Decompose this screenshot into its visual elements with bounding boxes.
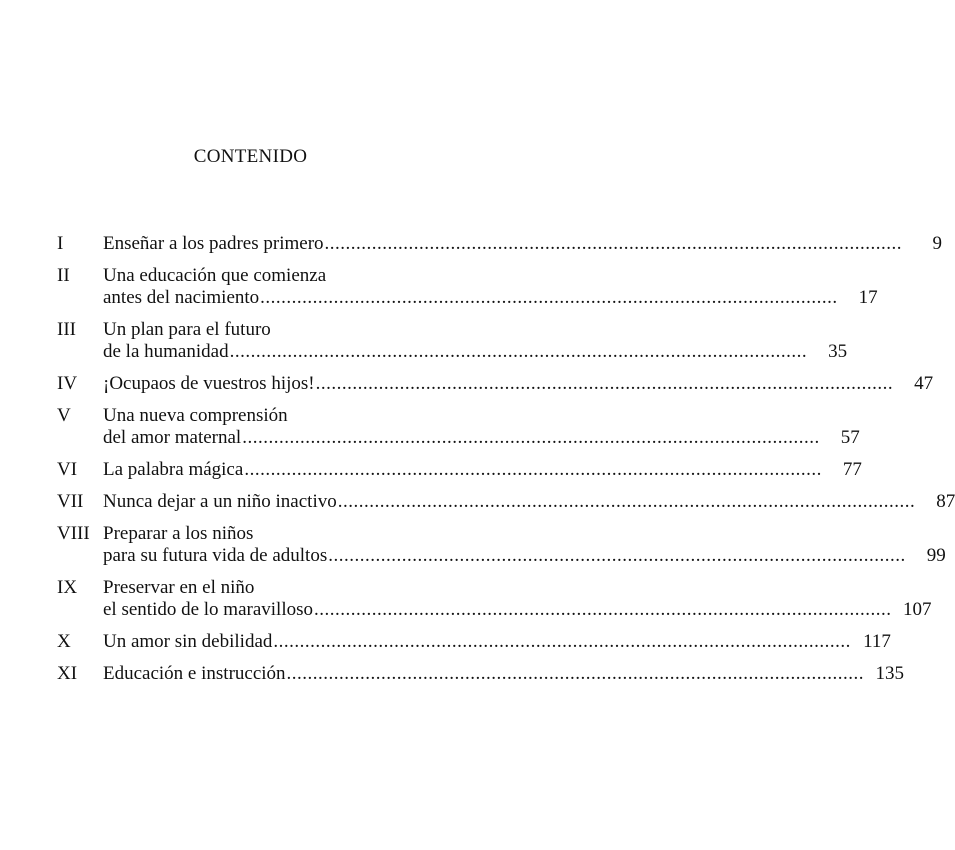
toc-entry: [57, 319, 848, 363]
chapter-title-continuation: del amor maternal: [103, 427, 242, 448]
toc-entry: [57, 523, 946, 567]
toc-entry: [57, 459, 862, 481]
chapter-title: Nunca dejar a un niño inactivo: [103, 491, 337, 512]
chapter-title-continuation: el sentido de lo maravilloso: [103, 599, 314, 620]
chapter-title-continuation: para su futura vida de adultos: [103, 545, 328, 566]
toc-entry: [57, 373, 934, 395]
page-number: 17: [858, 287, 878, 308]
dot-leader: [273, 631, 851, 653]
chapter-number: VII: [57, 491, 84, 512]
chapter-number: V: [57, 405, 71, 426]
chapter-title: Enseñar a los padres primero: [103, 233, 324, 254]
chapter-number: IX: [57, 577, 78, 598]
dot-leader: [242, 427, 820, 449]
dot-leader: [328, 545, 906, 567]
chapter-title: ¡Ocupaos de vuestros hijos!: [103, 373, 315, 394]
dot-leader: [338, 491, 916, 513]
toc-entry: [57, 265, 878, 309]
page-number: 47: [914, 373, 934, 394]
page-number: 9: [932, 233, 943, 254]
dot-leader: [314, 599, 892, 621]
toc-entry: [57, 491, 955, 513]
chapter-title: Un amor sin debilidad: [103, 631, 273, 652]
chapter-title-continuation: de la humanidad: [103, 341, 229, 362]
toc-entry: [57, 577, 932, 621]
toc-entry: [57, 405, 860, 449]
chapter-number: VI: [57, 459, 78, 480]
dot-leader: [287, 663, 865, 685]
chapter-number: VIII: [57, 523, 90, 544]
toc-entry: [57, 663, 905, 685]
chapter-number: XI: [57, 663, 78, 684]
chapter-title: Preparar a los niños: [103, 523, 254, 544]
page-number: 99: [926, 545, 946, 566]
page-number: 107: [903, 599, 932, 620]
chapter-title: Una educación que comienza: [103, 265, 327, 286]
chapter-title: Preservar en el niño: [103, 577, 255, 598]
page-number: 77: [842, 459, 862, 480]
page-number: 35: [828, 341, 848, 362]
chapter-title-continuation: antes del nacimiento: [103, 287, 260, 308]
page-title: CONTENIDO: [193, 146, 308, 167]
page-number: 87: [936, 491, 955, 512]
page-number: 117: [863, 631, 891, 652]
dot-leader: [260, 287, 838, 309]
chapter-number: I: [57, 233, 64, 254]
table-of-contents: [57, 233, 955, 695]
dot-leader: [230, 341, 808, 363]
chapter-number: III: [57, 319, 76, 340]
chapter-title: Un plan para el futuro: [103, 319, 271, 340]
dot-leader: [244, 459, 822, 481]
toc-entry: [57, 233, 943, 255]
page-number: 135: [875, 663, 905, 684]
page-number: 57: [840, 427, 860, 448]
chapter-title: La palabra mágica: [103, 459, 244, 480]
dot-leader: [316, 373, 894, 395]
dot-leader: [325, 233, 903, 255]
chapter-title: Educación e instrucción: [103, 663, 286, 684]
chapter-title: Una nueva comprensión: [103, 405, 288, 426]
chapter-number: X: [57, 631, 71, 652]
chapter-number: II: [57, 265, 70, 286]
chapter-number: IV: [57, 373, 78, 394]
toc-entry: [57, 631, 891, 653]
